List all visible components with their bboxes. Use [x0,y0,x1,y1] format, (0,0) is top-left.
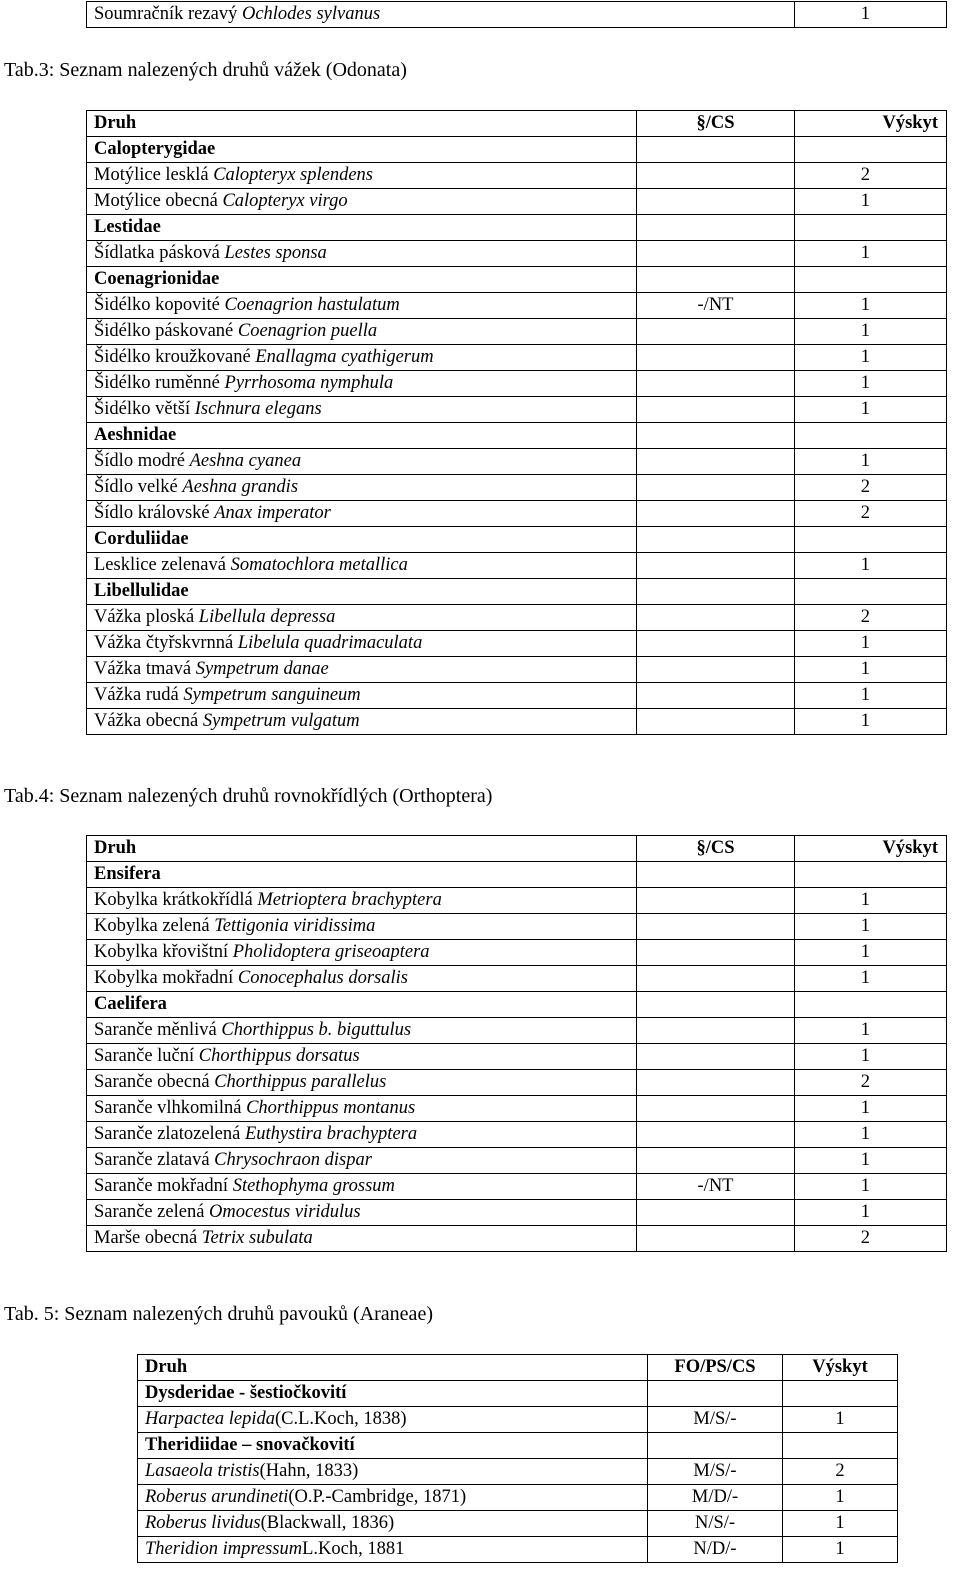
count-cell: 1 [795,319,947,345]
family-name: Libellulidae [87,579,637,605]
species-latin-name: Ischnura elegans [194,399,322,419]
species-cell [87,1174,637,1200]
species-latin-name: Sympetrum sanguineum [183,685,361,705]
count-cell: 2 [795,163,947,189]
table-row [87,2,947,28]
species-latin-name: Roberus lividus [145,1513,261,1533]
species-cell [87,241,637,267]
species-cell [87,163,637,189]
status-cell: -/NT [637,293,795,319]
family-name: Dysderidae - šestiočkovití [138,1381,648,1407]
species-common-name: Šidélko kroužkované [94,347,251,367]
header-count: Výskyt [795,836,947,862]
species-latin-name: Anax imperator [214,503,331,523]
family-status-empty [637,862,795,888]
species-common-name: Soumračník rezavý [94,4,238,24]
status-cell [637,1044,795,1070]
count-cell: 1 [795,1044,947,1070]
status-cell [637,657,795,683]
status-cell: N/S/- [648,1511,783,1537]
species-latin-name: Chorthippus dorsatus [198,1046,360,1066]
count-cell: 1 [795,657,947,683]
table-row [87,163,947,189]
header-row [138,1355,898,1381]
species-cell [87,1096,637,1122]
species-latin-name: Ochlodes sylvanus [241,4,381,24]
species-cell [87,2,795,28]
status-cell [637,241,795,267]
species-cell [87,966,637,992]
family-name: Theridiidae – snovačkovití [138,1433,648,1459]
species-common-name: Vážka ploská [94,607,195,627]
table-row [87,345,947,371]
top-continuation-table [86,1,947,28]
header-status: §/CS [637,111,795,137]
family-count-empty [795,267,947,293]
count-cell: 1 [795,1148,947,1174]
species-latin-name: Aeshna cyanea [189,451,302,471]
species-latin-name: Tettigonia viridissima [214,916,376,936]
count-cell: 1 [795,709,947,735]
family-count-empty [795,527,947,553]
table-row [87,1096,947,1122]
status-cell [637,1226,795,1252]
species-common-name: Motýlice lesklá [94,165,209,185]
species-cell [87,397,637,423]
species-latin-name: Aeshna grandis [182,477,299,497]
family-name: Lestidae [87,215,637,241]
species-common-name: Šídlo modré [94,451,185,471]
family-status-empty [648,1433,783,1459]
species-cell [138,1459,648,1485]
family-count-empty [795,862,947,888]
species-cell [87,1148,637,1174]
count-cell: 1 [783,1511,898,1537]
family-row [87,423,947,449]
species-common-name: Šidélko větší [94,399,191,419]
table-row [87,605,947,631]
header-species: Druh [138,1355,648,1381]
species-cell [87,1018,637,1044]
species-latin-name: Roberus arundineti [145,1487,289,1507]
species-common-name: Saranče zlatozelená [94,1124,241,1144]
status-cell [637,553,795,579]
species-cell [87,914,637,940]
status-cell [637,605,795,631]
family-row [87,267,947,293]
species-cell [138,1407,648,1433]
count-cell: 1 [795,293,947,319]
status-cell [637,1148,795,1174]
count-cell: 1 [783,1407,898,1433]
status-cell [637,163,795,189]
species-common-name: Šidélko páskované [94,321,234,341]
count-cell: 1 [795,449,947,475]
status-cell [637,631,795,657]
status-cell [637,1070,795,1096]
species-latin-name: Conocephalus dorsalis [237,968,408,988]
count-cell: 1 [795,371,947,397]
species-latin-name: Coenagrion hastulatum [224,295,400,315]
species-cell [87,501,637,527]
family-status-empty [648,1381,783,1407]
table-row [87,501,947,527]
header-count: Výskyt [783,1355,898,1381]
species-common-name: Kobylka zelená [94,916,210,936]
family-name: Caelifera [87,992,637,1018]
family-row [87,137,947,163]
species-latin-name: Sympetrum danae [195,659,329,679]
table-row [87,449,947,475]
family-row [138,1433,898,1459]
species-common-name: Saranče zelená [94,1202,205,1222]
table-row [138,1537,898,1563]
family-row [87,862,947,888]
species-latin-name: Stethophyma grossum [232,1176,395,1196]
header-count: Výskyt [795,111,947,137]
table-row [87,709,947,735]
header-row [87,111,947,137]
table-row [87,371,947,397]
status-cell [637,501,795,527]
family-status-empty [637,215,795,241]
count-cell: 2 [795,1070,947,1096]
count-cell: 1 [795,1174,947,1200]
table-row [87,888,947,914]
species-common-name: Kobylka krátkokřídlá [94,890,253,910]
species-common-name: Šidélko ruměnné [94,373,220,393]
species-cell [138,1485,648,1511]
species-latin-name: Lasaeola tristis [145,1461,260,1481]
count-cell: 2 [795,605,947,631]
count-cell: 1 [795,553,947,579]
count-cell: 1 [783,1537,898,1563]
status-cell [637,319,795,345]
count-cell: 1 [795,940,947,966]
species-common-name: Marše obecná [94,1228,198,1248]
species-author: (Blackwall, 1836) [260,1513,395,1533]
species-latin-name: Omocestus viridulus [209,1202,361,1222]
family-row [138,1381,898,1407]
family-name: Corduliidae [87,527,637,553]
table-row [87,1070,947,1096]
species-cell [87,940,637,966]
family-row [87,215,947,241]
family-row [87,579,947,605]
species-cell [87,293,637,319]
header-row [87,836,947,862]
table-row [87,1122,947,1148]
family-count-empty [795,137,947,163]
status-cell [637,397,795,423]
table-row [87,189,947,215]
status-cell [637,888,795,914]
family-count-empty [795,423,947,449]
header-species: Druh [87,836,637,862]
species-cell [138,1511,648,1537]
table-row [87,1044,947,1070]
table-row [87,1018,947,1044]
species-common-name: Šídlo velké [94,477,178,497]
species-latin-name: Enallagma cyathigerum [255,347,434,367]
table-row [138,1511,898,1537]
table-row [87,319,947,345]
count-cell: 1 [795,1200,947,1226]
odonata-table [86,110,947,735]
species-common-name: Saranče zlatavá [94,1150,210,1170]
species-latin-name: Sympetrum vulgatum [202,711,360,731]
species-cell [87,319,637,345]
count-cell: 1 [795,1018,947,1044]
count-cell: 1 [795,241,947,267]
status-cell [637,371,795,397]
species-cell [87,605,637,631]
table-4-caption: Tab.4: Seznam nalezených druhů rovnokřídlých (Orthoptera) [4,785,493,807]
table-row [87,1174,947,1200]
species-latin-name: Chorthippus b. biguttulus [221,1020,412,1040]
species-cell [87,1044,637,1070]
status-cell [637,1018,795,1044]
species-common-name: Šidélko kopovité [94,295,220,315]
table-row [87,475,947,501]
orthoptera-table [86,835,947,1252]
family-name: Ensifera [87,862,637,888]
family-count-empty [795,992,947,1018]
family-count-empty [795,215,947,241]
count-cell: 1 [795,1122,947,1148]
status-cell [637,683,795,709]
count-cell: 1 [795,1096,947,1122]
species-cell [87,683,637,709]
species-common-name: Saranče luční [94,1046,195,1066]
species-common-name: Kobylka mokřadní [94,968,234,988]
header-status: §/CS [637,836,795,862]
table-row [87,1200,947,1226]
count-cell: 1 [795,683,947,709]
count-cell: 2 [795,1226,947,1252]
table-row [87,553,947,579]
table-row [87,966,947,992]
table-3-caption: Tab.3: Seznam nalezených druhů vážek (Odonata) [4,59,407,81]
status-cell [637,940,795,966]
species-common-name: Saranče vlhkomilná [94,1098,242,1118]
species-common-name: Lesklice zelenavá [94,555,226,575]
species-common-name: Saranče měnlivá [94,1020,217,1040]
species-author: (Hahn, 1833) [259,1461,359,1481]
count-cell: 2 [783,1459,898,1485]
family-name: Coenagrionidae [87,267,637,293]
status-cell [637,966,795,992]
species-common-name: Šídlo královské [94,503,210,523]
species-author: (O.P.-Cambridge, 1871) [288,1487,467,1507]
species-latin-name: Chorthippus parallelus [214,1072,387,1092]
table-row [87,914,947,940]
count-cell: 1 [795,966,947,992]
species-common-name: Vážka tmavá [94,659,192,679]
species-cell [87,371,637,397]
status-cell [637,709,795,735]
species-latin-name: Harpactea lepida [145,1409,275,1429]
species-author: L.Koch, 1881 [302,1539,405,1559]
status-cell: M/S/- [648,1407,783,1433]
table-row [87,683,947,709]
species-common-name: Saranče mokřadní [94,1176,229,1196]
species-latin-name: Tetrix subulata [201,1228,313,1248]
status-cell [637,189,795,215]
species-latin-name: Libellula depressa [198,607,336,627]
family-count-empty [795,579,947,605]
status-cell [637,345,795,371]
count-cell: 2 [795,501,947,527]
species-latin-name: Chrysochraon dispar [214,1150,372,1170]
species-latin-name: Theridion impressum [145,1539,303,1559]
species-latin-name: Metrioptera brachyptera [257,890,442,910]
header-species: Druh [87,111,637,137]
table-row [87,1226,947,1252]
table-row [138,1459,898,1485]
species-cell [87,1070,637,1096]
family-status-empty [637,992,795,1018]
count-cell: 1 [795,345,947,371]
species-common-name: Vážka obecná [94,711,199,731]
species-latin-name: Calopteryx virgo [222,191,348,211]
species-common-name: Šídlatka pásková [94,243,220,263]
species-cell [87,631,637,657]
species-cell [87,189,637,215]
table-row [87,940,947,966]
table-row [87,293,947,319]
table-row [87,397,947,423]
table-row [138,1485,898,1511]
count-cell: 1 [795,2,947,28]
family-name: Aeshnidae [87,423,637,449]
species-cell [87,657,637,683]
species-cell [87,553,637,579]
family-status-empty [637,137,795,163]
family-count-empty [783,1433,898,1459]
species-latin-name: Calopteryx splendens [213,165,373,185]
table-row [87,631,947,657]
species-cell [138,1537,648,1563]
species-latin-name: Lestes sponsa [224,243,327,263]
count-cell: 2 [795,475,947,501]
species-latin-name: Euthystira brachyptera [244,1124,418,1144]
table-row [87,1148,947,1174]
species-cell [87,1200,637,1226]
species-common-name: Vážka čtyřskvrnná [94,633,234,653]
species-cell [87,888,637,914]
family-status-empty [637,267,795,293]
family-count-empty [783,1381,898,1407]
species-latin-name: Pyrrhosoma nymphula [224,373,394,393]
table-row [87,657,947,683]
species-cell [87,345,637,371]
status-cell [637,475,795,501]
species-cell [87,1226,637,1252]
count-cell: 1 [795,631,947,657]
species-common-name: Vážka rudá [94,685,179,705]
family-row [87,992,947,1018]
status-cell [637,1122,795,1148]
species-latin-name: Somatochlora metallica [230,555,408,575]
status-cell: -/NT [637,1174,795,1200]
species-common-name: Saranče obecná [94,1072,210,1092]
status-cell [637,914,795,940]
family-status-empty [637,527,795,553]
table-row [138,1407,898,1433]
table-row [87,241,947,267]
count-cell: 1 [795,189,947,215]
family-name: Calopterygidae [87,137,637,163]
status-cell [637,449,795,475]
araneae-table [137,1354,898,1563]
family-status-empty [637,579,795,605]
species-latin-name: Chorthippus montanus [246,1098,416,1118]
count-cell: 1 [795,888,947,914]
species-latin-name: Libelula quadrimaculata [237,633,423,653]
status-cell: N/D/- [648,1537,783,1563]
species-common-name: Motýlice obecná [94,191,218,211]
species-latin-name: Pholidoptera griseoaptera [232,942,430,962]
species-latin-name: Coenagrion puella [237,321,378,341]
header-status: FO/PS/CS [648,1355,783,1381]
table-5-caption: Tab. 5: Seznam nalezených druhů pavouků (Araneae) [4,1303,433,1325]
status-cell: M/S/- [648,1459,783,1485]
species-cell [87,1122,637,1148]
species-cell [87,475,637,501]
family-status-empty [637,423,795,449]
status-cell: M/D/- [648,1485,783,1511]
species-cell [87,449,637,475]
species-author: (C.L.Koch, 1838) [275,1409,407,1429]
count-cell: 1 [795,914,947,940]
status-cell [637,1096,795,1122]
count-cell: 1 [783,1485,898,1511]
species-common-name: Kobylka křovištní [94,942,229,962]
status-cell [637,1200,795,1226]
family-row [87,527,947,553]
species-cell [87,709,637,735]
count-cell: 1 [795,397,947,423]
